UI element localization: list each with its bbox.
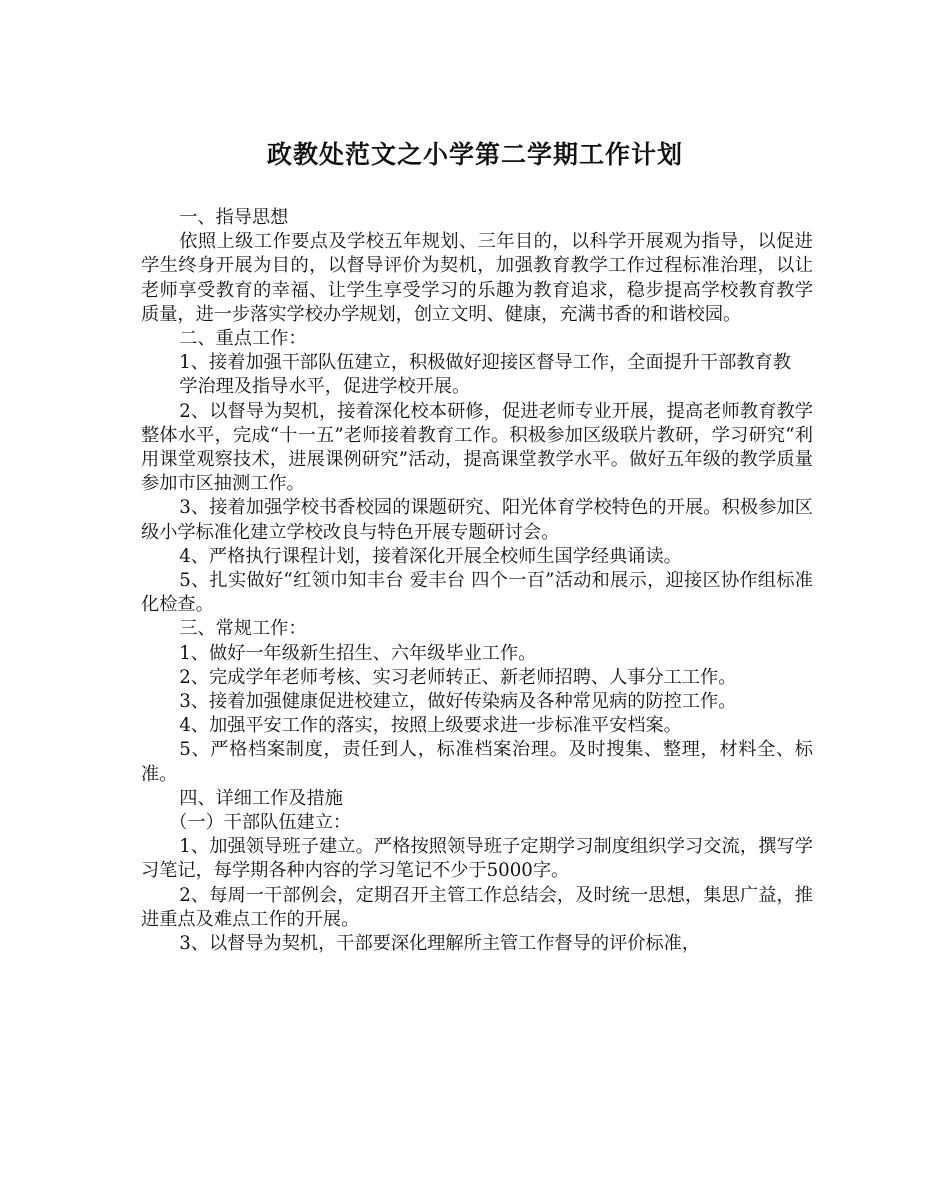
paragraph: 1、做好一年级新生招生、六年级毕业工作。 — [179, 642, 537, 664]
paragraph: 2、完成学年老师考核、实习老师转正、新老师招聘、人事分工工作。 — [179, 666, 737, 688]
paragraph: 2、每周一干部例会，定期召开主管工作总结会，及时统一思想，集思广益，推进重点及难点工作的开展。 — [141, 884, 813, 930]
paragraph: 3、接着加强学校书香校园的课题研究、阳光体育学校特色的开展。积极参加区级小学标准化建立学校改良与特色开展专题研讨会。 — [141, 497, 813, 543]
paragraph: 5、严格档案制度，责任到人，标准档案治理。及时搜集、整理，材料全、标准。 — [141, 739, 813, 785]
paragraph: 1、加强领导班子建立。严格按照领导班子定期学习制度组织学习交流，撰写学习笔记，每学期各种内容的学习笔记不少于5000字。 — [141, 836, 813, 882]
section-heading: 二、重点工作： — [179, 328, 307, 350]
document-title: 政教处范文之小学第二学期工作计划 — [266, 140, 683, 169]
document-body — [141, 206, 813, 956]
paragraph: 3、接着加强健康促进校建立，做好传染病及各种常见病的防控工作。 — [179, 691, 737, 713]
paragraph: 4、严格执行课程计划，接着深化开展全校师生国学经典诵读。 — [179, 545, 682, 567]
paragraph: 依照上级工作要点及学校五年规划、三年目的，以科学开展观为指导，以促进学生终身开展为目的，以督导评价为契机，加强教育教学工作过程标准治理，以让老师享受教育的幸福、让学生享受学习的乐趣为教育追求，稳步提高学校教育教学质量，进一步落实学校办学规划，创立文明、健康，充满书香的和谐校园。 — [141, 231, 813, 325]
paragraph: 1、接着加强干部队伍建立，积极做好迎接区督导工作，全面提升干部教育教 — [179, 352, 791, 374]
paragraph: 学治理及指导水平，促进学校开展。 — [179, 376, 471, 398]
paragraph: 3、以督导为契机，干部要深化理解所主管工作督导的评价标准， — [179, 933, 701, 955]
section-heading: 三、常规工作： — [179, 618, 307, 640]
paragraph: 5、扎实做好“红领巾知丰台 爱丰台 四个一百”活动和展示，迎接区协作组标准化检查。 — [141, 570, 813, 616]
paragraph: 2、以督导为契机，接着深化校本研修，促进老师专业开展，提高老师教育教学整体水平，完成“十一五”老师接着教育工作。积极参加区级联片教研，学习研究“利用课堂观察技术，进展课例研究”活动，提高课堂教学水平。做好五年级的教学质量参加市区抽测工作。 — [141, 400, 813, 495]
section-heading: 四、详细工作及措施 — [179, 787, 343, 809]
subsection-heading: （一）干部队伍建立： — [169, 812, 352, 834]
section-heading: 一、指导思想 — [179, 207, 289, 228]
paragraph: 4、加强平安工作的落实，按照上级要求进一步标准平安档案。 — [179, 715, 682, 737]
